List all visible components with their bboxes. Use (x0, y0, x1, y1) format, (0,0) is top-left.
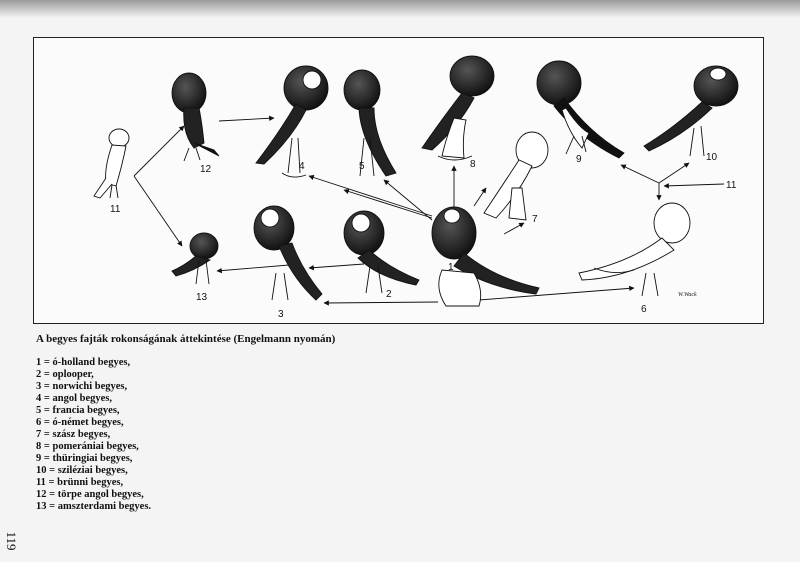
page-number: 119 (4, 531, 19, 551)
legend-item-13: 13 = amszterdami begyes. (36, 501, 152, 512)
pigeon-4 (256, 66, 328, 177)
pigeon-6 (579, 203, 690, 296)
legend-item-1: 1 = ó-holland begyes, (36, 357, 131, 368)
pigeon-2 (344, 211, 419, 293)
pigeon-12 (172, 73, 219, 161)
legend-item-2: 2 = oplooper, (36, 369, 94, 380)
label-9: 9 (576, 154, 582, 165)
label-8: 8 (470, 159, 476, 170)
figure-caption: A begyes fajták rokonságának áttekintése (Engelmann nyomán) (36, 333, 336, 345)
breed-legend (36, 357, 151, 513)
pigeon-3 (254, 206, 322, 300)
legend-item-11: 11 = brünni begyes, (36, 477, 124, 488)
legend-item-10: 10 = sziléziai begyes, (36, 465, 128, 476)
legend-item-9: 9 = thüringiai begyes, (36, 453, 133, 464)
pigeon-1 (432, 207, 539, 306)
label-2: 2 (386, 289, 392, 300)
pigeon-7 (484, 132, 548, 220)
pigeon-5 (344, 70, 396, 176)
label-4: 4 (299, 161, 305, 172)
pigeon-9 (537, 61, 624, 158)
label-11-right: 11 (726, 180, 737, 191)
legend-item-12: 12 = törpe angol begyes, (36, 489, 144, 500)
legend-item-5: 5 = francia begyes, (36, 405, 120, 416)
pigeon-13 (172, 233, 218, 284)
label-11: 11 (110, 204, 121, 215)
legend-item-7: 7 = szász begyes, (36, 429, 111, 440)
pigeon-10 (644, 66, 738, 156)
label-5: 5 (359, 161, 365, 172)
label-3: 3 (278, 309, 284, 320)
label-7: 7 (532, 214, 538, 225)
page-top-shadow (0, 0, 800, 18)
label-12: 12 (200, 164, 212, 175)
legend-item-6: 6 = ó-német begyes, (36, 417, 124, 428)
label-6: 6 (641, 304, 647, 315)
label-10: 10 (706, 152, 718, 163)
legend-item-4: 4 = angol begyes, (36, 393, 112, 404)
pigeon-diagram (34, 38, 765, 325)
pigeon-11 (94, 129, 129, 198)
artist-signature: W.Wack (678, 292, 697, 298)
label-13: 13 (196, 292, 208, 303)
pigeon-8 (422, 56, 494, 160)
label-1: 1 (448, 262, 454, 273)
legend-item-3: 3 = norwichi begyes, (36, 381, 128, 392)
figure-frame (33, 37, 764, 324)
legend-item-8: 8 = pomerániai begyes, (36, 441, 139, 452)
